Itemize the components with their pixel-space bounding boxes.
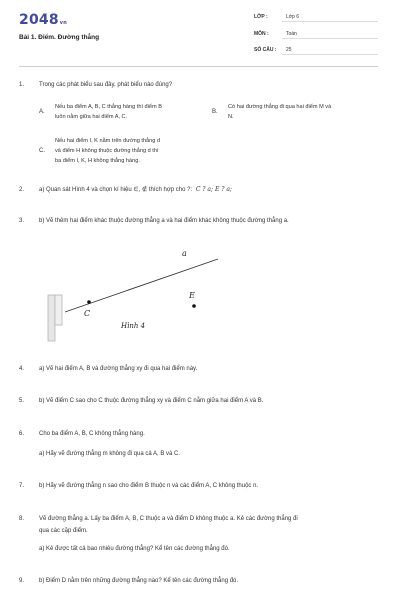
point-e [192, 304, 196, 308]
line-a-label: a [182, 249, 187, 258]
meta-count: SỐ CÂU : 25 [254, 47, 378, 53]
question-6-part-a: a) Hãy vẽ đường thẳng m không đi qua cả A, B và C. [39, 451, 181, 457]
ruler-shape-2 [55, 295, 62, 325]
point-c-label: C [84, 309, 91, 318]
question-1: 1. Trong các phát biểu sau đây, phát biểu nào đúng? [19, 82, 173, 88]
option-a[interactable]: A. Nếu ba điểm A, B, C thẳng hàng thì điểm B luôn nằm giữa hai điểm A, C. [39, 104, 162, 120]
point-e-label: E [189, 291, 195, 300]
point-c [87, 300, 91, 304]
line-a [65, 259, 218, 312]
question-9: 9. b) Điểm D nằm trên những đường thẳng nào? Kể tên các đường thẳng đó. [19, 578, 239, 584]
page-title: Bài 1. Điểm. Đường thẳng [19, 34, 100, 41]
question-8-part-a: a) Kẻ được tất cả bao nhiêu đường thẳng? Kể tên các đường thẳng đó. [39, 546, 230, 552]
question-7: 7. b) Hãy vẽ đường thẳng n sao cho điểm B thuộc n và các điểm A, C không thuộc n. [19, 483, 259, 489]
ruler-shape [48, 295, 55, 341]
question-8-cont: qua các cặp điểm. [39, 528, 88, 534]
question-8: 8. Vẽ đường thẳng a. Lấy ba điểm A, B, C thuộc a và điểm D không thuộc a. Kẻ các đường thẳng đi [19, 516, 298, 522]
question-3: 3. b) Vẽ thêm hai điểm khác thuộc đường thẳng a và hai điểm khác không thuộc đường thẳng a. [19, 218, 289, 224]
meta-subject: MÔN : Toán [254, 31, 378, 37]
question-4: 4. a) Vẽ hai điểm A, B và đường thẳng xy đi qua hai điểm này. [19, 366, 198, 372]
option-b[interactable]: B. Có hai đường thẳng đi qua hai điểm M và N. [212, 104, 332, 120]
option-c[interactable]: C. Nếu hai điểm I, K nằm trên đường thẳng d và điểm H không thuộc đường thẳng d thì ba điểm I, K, H không thẳng hàng. [39, 138, 161, 164]
question-2: 2. a) Quan sát Hình 4 và chọn kí hiệu ∈, ∉ thích hợp cho ?: C ? a; E ? a; [19, 186, 232, 193]
meta-class: LỚP : Lớp 6 [254, 14, 378, 20]
question-5: 5. b) Vẽ điểm C sao cho C thuộc đường thẳng xy và điểm C nằm giữa hai điểm A và B. [19, 398, 264, 404]
figure-caption: Hình 4 [121, 322, 146, 330]
logo: 2048vn [19, 12, 67, 28]
question-6: 6. Cho ba điểm A, B, C không thẳng hàng. [19, 431, 145, 437]
